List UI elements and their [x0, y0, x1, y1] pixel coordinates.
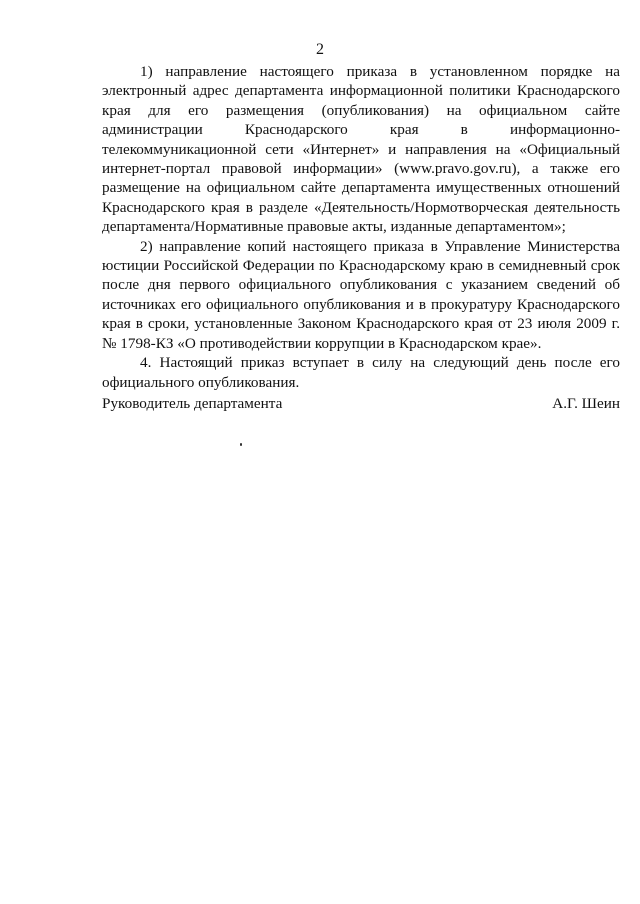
- paragraph-item-4: 4. Настоящий приказ вступает в силу на следующий день после его официального опубликования.: [102, 354, 620, 391]
- order-body: [102, 62, 620, 392]
- signatory-position: Руководитель департамента: [102, 395, 283, 412]
- signatory-name: А.Г. Шеин: [552, 395, 620, 412]
- signature-block: [102, 394, 620, 414]
- paragraph-item-1: 1) направление настоящего приказа в установленном порядке на электронный адрес департамента информационной политики Краснодарского края для его размещения (опубликования) на официальном сайте администрации Краснодарского края в информационно-телекоммуникационной сети «Интернет» и направления на «Официальный интернет-портал правовой информации» (www.pravo.gov.ru), а также его размещение на официальном сайте департамента имущественных отношений Краснодарского края в разделе «Деятельность/Нормотворческая деятельность департамента/Нормативные правовые акты, изданные департаментом»;: [102, 63, 620, 236]
- scan-speck: [240, 443, 242, 446]
- page-number: 2: [316, 41, 324, 58]
- paragraph-item-2: 2) направление копий настоящего приказа в Управление Министерства юстиции Российской Федерации по Краснодарскому краю в семидневный срок после дня первого официального опубликования с указанием сведений об источниках его официального опубликования и в прокуратуру Краснодарского края в сроки, установленные Законом Краснодарского края от 23 июля 2009 г. № 1798-КЗ «О противодействии коррупции в Краснодарском крае».: [102, 237, 620, 352]
